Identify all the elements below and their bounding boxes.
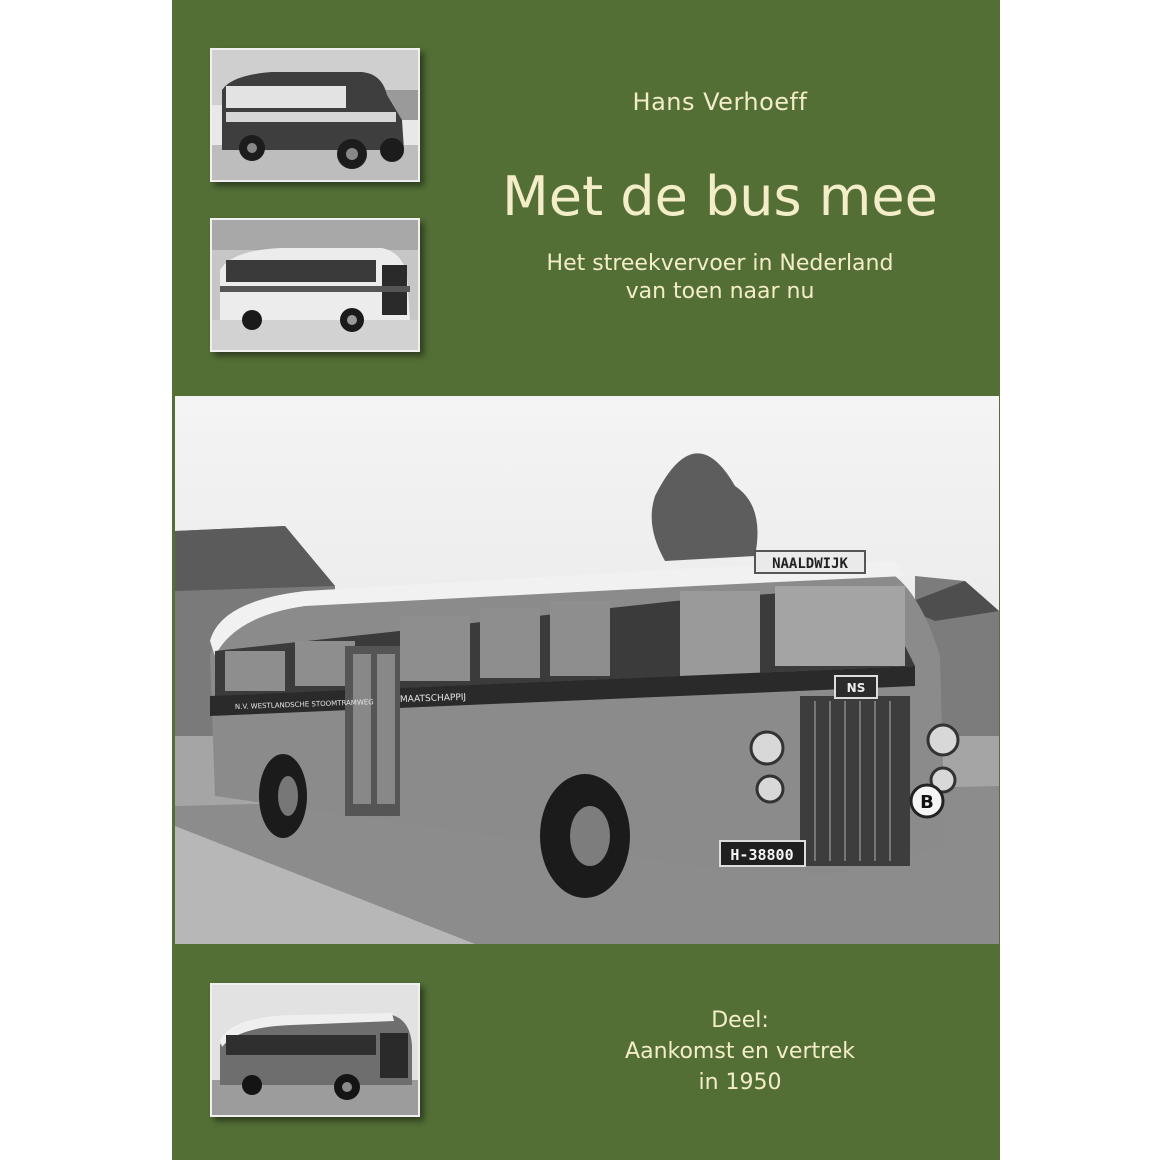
main-bus-image	[175, 396, 999, 944]
bus-photo-1-image	[212, 50, 418, 180]
emblem-text: NS	[846, 681, 866, 695]
subtitle-line-2: van toen naar nu	[625, 279, 815, 304]
edition-info	[560, 1005, 920, 1098]
edition-line-1: Deel:	[711, 1008, 769, 1033]
thumbnail-bus-photo-3	[210, 983, 420, 1117]
author-name: Hans Verhoeff	[632, 88, 808, 116]
side-text-1: N.V. WESTLANDSCHE STOOMTRAMWEG	[234, 698, 374, 711]
subtitle-line-1: Het streekvervoer in Nederland	[546, 251, 894, 276]
book-subtitle	[420, 250, 1020, 306]
bus-photo-2-image	[212, 220, 418, 350]
thumbnail-bus-photo-2	[210, 218, 420, 352]
main-bus-photo	[175, 396, 999, 944]
edition-line-2: Aankomst en vertrek	[625, 1039, 855, 1064]
thumbnail-bus-photo-1	[210, 48, 420, 182]
side-text-2: MAATSCHAPPIJ	[399, 692, 467, 705]
destination-sign-text: NAALDWIJK	[772, 556, 848, 572]
book-title: Met de bus mee	[502, 165, 938, 228]
route-badge-text: B	[920, 792, 934, 813]
bus-photo-3-image	[212, 985, 418, 1115]
edition-line-3: in 1950	[698, 1070, 782, 1095]
license-plate-text: H-38800	[730, 846, 794, 864]
